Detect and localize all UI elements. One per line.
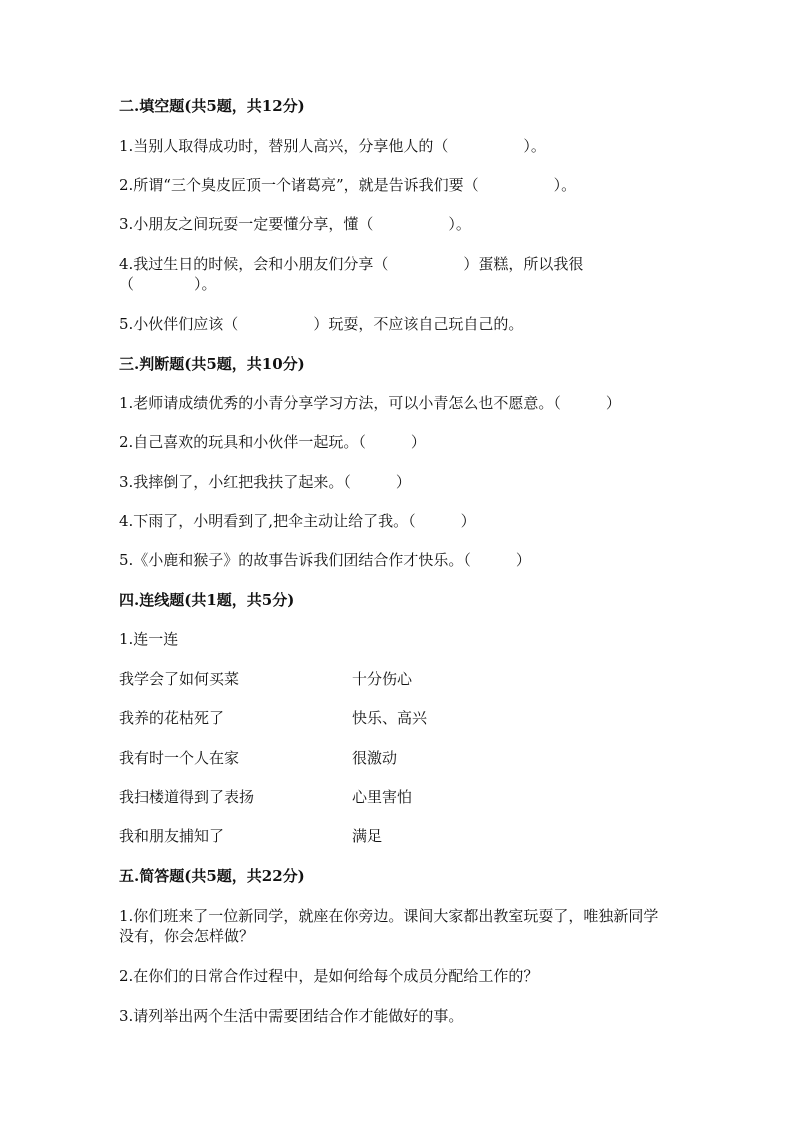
short-question-1: 1.你们班来了一位新同学，就座在你旁边。课间大家都出教室玩耍了，唯独新同学没有，你会怎样做？ bbox=[119, 907, 659, 945]
section-heading-short: 五.简答题(共5题，共22分) bbox=[119, 867, 305, 885]
section-heading-fill: 二.填空题(共5题，共12分) bbox=[119, 97, 305, 115]
fill-question-3: 3.小朋友之间玩耍一定要懂分享，懂（ ）。 bbox=[119, 215, 471, 233]
match-question: 1.连一连 bbox=[119, 630, 179, 648]
match-right-5: 满足 bbox=[352, 827, 383, 845]
match-right-2: 快乐、高兴 bbox=[352, 709, 428, 727]
section-heading-match: 四.连线题(共1题，共5分) bbox=[119, 591, 295, 609]
judge-question-4: 4.下雨了，小明看到了,把伞主动让给了我。（ ） bbox=[119, 512, 476, 530]
match-right-4: 心里害怕 bbox=[352, 788, 413, 806]
section-heading-judge: 三.判断题(共5题，共10分) bbox=[119, 355, 305, 373]
match-left-3: 我有时一个人在家 bbox=[119, 749, 240, 767]
short-question-2: 2.在你们的日常合作过程中，是如何给每个成员分配给工作的？ bbox=[119, 967, 539, 985]
fill-question-4: 4.我过生日的时候，会和小朋友们分享（ ）蛋糕，所以我很（ ）。 bbox=[119, 255, 584, 293]
fill-question-2: 2.所谓“三个臭皮匠顶一个诸葛亮”，就是告诉我们要（ ）。 bbox=[119, 176, 577, 194]
fill-question-1: 1.当别人取得成功时，替别人高兴，分享他人的（ ）。 bbox=[119, 137, 546, 155]
match-left-4: 我扫楼道得到了表扬 bbox=[119, 788, 255, 806]
match-left-2: 我养的花枯死了 bbox=[119, 709, 225, 727]
match-left-5: 我和朋友捕知了 bbox=[119, 827, 225, 845]
judge-question-3: 3.我摔倒了，小红把我扶了起来。（ ） bbox=[119, 473, 411, 491]
judge-question-1: 1.老师请成绩优秀的小青分享学习方法，可以小青怎么也不愿意。（ ） bbox=[119, 394, 621, 412]
match-right-3: 很激动 bbox=[352, 749, 398, 767]
judge-question-2: 2.自己喜欢的玩具和小伙伴一起玩。（ ） bbox=[119, 433, 426, 451]
judge-question-5: 5.《小鹿和猴子》的故事告诉我们团结合作才快乐。（ ） bbox=[119, 551, 531, 569]
short-question-3: 3.请列举出两个生活中需要团结合作才能做好的事。 bbox=[119, 1007, 464, 1025]
match-left-1: 我学会了如何买菜 bbox=[119, 670, 240, 688]
fill-question-5: 5.小伙伴们应该（ ）玩耍，不应该自己玩自己的。 bbox=[119, 315, 524, 333]
match-right-1: 十分伤心 bbox=[352, 670, 413, 688]
